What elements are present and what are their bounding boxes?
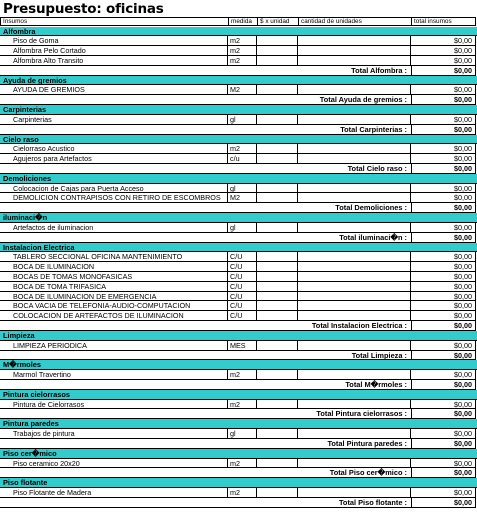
section-title: Cielo raso [3, 134, 39, 144]
section-header [0, 135, 477, 145]
section-title: Pintura cielorrasos [3, 389, 70, 399]
item-name-cell: Cielorraso Acustico [0, 144, 228, 154]
section-header [0, 360, 477, 370]
section-total-row [0, 380, 477, 390]
section-header [0, 419, 477, 429]
section-header [0, 390, 477, 400]
item-quantity-input[interactable] [298, 252, 411, 262]
item-price-input[interactable] [257, 193, 298, 203]
section-total-label: Total Instalacion Electrica : [0, 321, 411, 331]
item-unit-cell: C/U [228, 311, 257, 321]
section-total-label: Total Cielo raso : [0, 164, 411, 174]
section-total-label: Total Carpinterias : [0, 125, 411, 135]
column-header-precio: $ x unidad [257, 17, 298, 26]
item-unit-cell: m2 [228, 36, 257, 46]
item-price-input[interactable] [257, 370, 298, 380]
item-quantity-input[interactable] [298, 370, 411, 380]
table-row [0, 272, 477, 282]
section-total-label: Total Pintura cielorrasos : [0, 409, 411, 419]
item-total-cell: $0,00 [411, 301, 476, 311]
item-price-input[interactable] [257, 184, 298, 194]
table-row [0, 184, 477, 194]
table-row [0, 115, 477, 125]
item-quantity-input[interactable] [298, 115, 411, 125]
item-name-cell: Alfombra Alto Transito [0, 56, 228, 66]
section-header [0, 27, 477, 37]
section-total-value: $0,00 [411, 409, 476, 419]
section-total-row [0, 66, 477, 76]
section-total-value: $0,00 [411, 498, 476, 508]
item-quantity-input[interactable] [298, 301, 411, 311]
item-total-cell: $0,00 [411, 223, 476, 233]
section-total-value: $0,00 [411, 439, 476, 449]
table-row [0, 154, 477, 164]
item-total-cell: $0,00 [411, 488, 476, 498]
item-price-input[interactable] [257, 429, 298, 439]
item-unit-cell: C/U [228, 262, 257, 272]
section-title: Instalacion Electrica [3, 242, 75, 252]
item-name-cell: Colocacion de Cajas para Puerta Acceso [0, 184, 228, 194]
item-quantity-input[interactable] [298, 488, 411, 498]
item-quantity-input[interactable] [298, 223, 411, 233]
section-title: Limpieza [3, 330, 35, 340]
section-title: M�rmoles [3, 360, 41, 370]
item-unit-cell: C/U [228, 252, 257, 262]
item-price-input[interactable] [257, 36, 298, 46]
item-total-cell: $0,00 [411, 429, 476, 439]
item-total-cell: $0,00 [411, 262, 476, 272]
item-total-cell: $0,00 [411, 193, 476, 203]
section-title: Carpinterias [3, 105, 47, 115]
item-price-input[interactable] [257, 56, 298, 66]
section-total-value: $0,00 [411, 380, 476, 390]
table-row [0, 370, 477, 380]
section-total-label: Total iluminaci�n : [0, 233, 411, 243]
item-name-cell: Piso de Goma [0, 36, 228, 46]
table-row [0, 36, 477, 46]
table-row [0, 262, 477, 272]
section-title: Piso flotante [3, 478, 48, 488]
section-title: Alfombra [3, 26, 36, 36]
item-quantity-input[interactable] [298, 36, 411, 46]
item-quantity-input[interactable] [298, 56, 411, 66]
item-quantity-input[interactable] [298, 311, 411, 321]
item-unit-cell: MES [228, 341, 257, 351]
item-price-input[interactable] [257, 144, 298, 154]
item-quantity-input[interactable] [298, 193, 411, 203]
section-total-row [0, 203, 477, 213]
table-row [0, 85, 477, 95]
table-row [0, 429, 477, 439]
item-total-cell: $0,00 [411, 292, 476, 302]
item-name-cell: BOCA DE TOMA TRIFASICA [0, 282, 228, 292]
table-row [0, 292, 477, 302]
item-name-cell: Carpinterias [0, 115, 228, 125]
section-total-row [0, 409, 477, 419]
item-unit-cell: C/U [228, 292, 257, 302]
item-unit-cell: m2 [228, 459, 257, 469]
section-total-row [0, 164, 477, 174]
item-name-cell: Artefactos de iluminacion [0, 223, 228, 233]
item-total-cell: $0,00 [411, 272, 476, 282]
section-header [0, 449, 477, 459]
table-row [0, 252, 477, 262]
item-total-cell: $0,00 [411, 154, 476, 164]
section-header [0, 174, 477, 184]
column-header-total: total insumos [411, 17, 476, 26]
item-unit-cell: gl [228, 223, 257, 233]
item-name-cell: Agujeros para Artefactos [0, 154, 228, 164]
item-name-cell: TABLERO SECCIONAL OFICINA MANTENIMIENTO [0, 252, 228, 262]
item-price-input[interactable] [257, 301, 298, 311]
section-total-row [0, 439, 477, 449]
table-row [0, 193, 477, 203]
table-row [0, 488, 477, 498]
item-quantity-input[interactable] [298, 262, 411, 272]
item-name-cell: Pintura de Cielorrasos [0, 400, 228, 410]
item-name-cell: BOCA DE ILUMINACION DE EMERGENCIA [0, 292, 228, 302]
section-header [0, 213, 477, 223]
item-price-input[interactable] [257, 272, 298, 282]
item-price-input[interactable] [257, 282, 298, 292]
item-quantity-input[interactable] [298, 282, 411, 292]
item-name-cell: Marmol Travertino [0, 370, 228, 380]
section-total-label: Total Ayuda de gremios : [0, 95, 411, 105]
item-unit-cell: m2 [228, 46, 257, 56]
table-row [0, 301, 477, 311]
section-title: Pintura paredes [3, 419, 59, 429]
column-header-cantidad: cantidad de unidades [298, 17, 411, 26]
table-row [0, 341, 477, 351]
section-total-value: $0,00 [411, 95, 476, 105]
section-total-row [0, 468, 477, 478]
item-quantity-input[interactable] [298, 85, 411, 95]
table-row [0, 400, 477, 410]
item-quantity-input[interactable] [298, 184, 411, 194]
item-unit-cell: C/U [228, 301, 257, 311]
section-total-label: Total Alfombra : [0, 66, 411, 76]
section-header [0, 243, 477, 253]
section-total-label: Total Limpieza : [0, 351, 411, 361]
item-total-cell: $0,00 [411, 341, 476, 351]
section-total-label: Total Pintura paredes : [0, 439, 411, 449]
item-quantity-input[interactable] [298, 292, 411, 302]
item-quantity-input[interactable] [298, 46, 411, 56]
item-price-input[interactable] [257, 46, 298, 56]
section-total-label: Total Demoliciones : [0, 203, 411, 213]
table-row [0, 144, 477, 154]
item-name-cell: Trabajos de pintura [0, 429, 228, 439]
item-unit-cell: gl [228, 429, 257, 439]
item-total-cell: $0,00 [411, 311, 476, 321]
table-row [0, 56, 477, 66]
section-total-row [0, 125, 477, 135]
item-unit-cell: m2 [228, 56, 257, 66]
item-quantity-input[interactable] [298, 341, 411, 351]
section-title: iluminaci�n [3, 213, 48, 223]
budget-sheet [0, 17, 477, 517]
section-total-value: $0,00 [411, 233, 476, 243]
item-price-input[interactable] [257, 154, 298, 164]
item-unit-cell: gl [228, 115, 257, 125]
item-name-cell: Piso Flotante de Madera [0, 488, 228, 498]
column-header-insumos: Insumos [0, 17, 228, 26]
item-total-cell: $0,00 [411, 400, 476, 410]
item-unit-cell: gl [228, 184, 257, 194]
section-total-value: $0,00 [411, 125, 476, 135]
column-header-medida: medida [228, 17, 257, 26]
section-header [0, 478, 477, 488]
item-name-cell: BOCA DE ILUMINACION [0, 262, 228, 272]
item-price-input[interactable] [257, 292, 298, 302]
section-header [0, 76, 477, 86]
item-quantity-input[interactable] [298, 429, 411, 439]
item-name-cell: DEMOLICION CONTRAPISOS CON RETIRO DE ESCOMBROS [0, 193, 228, 203]
item-name-cell: Alfombra Pelo Cortado [0, 46, 228, 56]
item-unit-cell: M2 [228, 193, 257, 203]
item-total-cell: $0,00 [411, 370, 476, 380]
item-total-cell: $0,00 [411, 46, 476, 56]
item-name-cell: LIMPIEZA PERIODICA [0, 341, 228, 351]
section-total-row [0, 233, 477, 243]
item-name-cell: Piso ceramico 20x20 [0, 459, 228, 469]
item-price-input[interactable] [257, 311, 298, 321]
item-unit-cell: m2 [228, 144, 257, 154]
item-price-input[interactable] [257, 488, 298, 498]
table-row [0, 223, 477, 233]
item-name-cell: BOCA VACIA DE TELEFONIA-AUDIO-COMPUTACION [0, 301, 228, 311]
item-total-cell: $0,00 [411, 252, 476, 262]
section-header [0, 331, 477, 341]
item-unit-cell: c/u [228, 154, 257, 164]
item-total-cell: $0,00 [411, 184, 476, 194]
table-row [0, 46, 477, 56]
item-name-cell: BOCAS DE TOMAS MONOFASICAS [0, 272, 228, 282]
item-unit-cell: M2 [228, 85, 257, 95]
table-row [0, 282, 477, 292]
item-quantity-input[interactable] [298, 400, 411, 410]
item-price-input[interactable] [257, 252, 298, 262]
item-price-input[interactable] [257, 223, 298, 233]
section-total-value: $0,00 [411, 468, 476, 478]
item-price-input[interactable] [257, 400, 298, 410]
section-header [0, 105, 477, 115]
item-total-cell: $0,00 [411, 282, 476, 292]
section-total-row [0, 498, 477, 508]
item-quantity-input[interactable] [298, 459, 411, 469]
item-name-cell: AYUDA DE GREMIOS [0, 85, 228, 95]
section-total-row [0, 321, 477, 331]
section-total-value: $0,00 [411, 321, 476, 331]
page-title: Presupuesto: oficinas [3, 1, 164, 17]
table-row [0, 311, 477, 321]
section-title: Demoliciones [3, 173, 52, 183]
item-total-cell: $0,00 [411, 36, 476, 46]
item-quantity-input[interactable] [298, 154, 411, 164]
section-total-label: Total Piso cer�mico : [0, 468, 411, 478]
section-total-value: $0,00 [411, 351, 476, 361]
item-unit-cell: C/U [228, 272, 257, 282]
table-row [0, 459, 477, 469]
section-total-label: Total Piso flotante : [0, 498, 411, 508]
item-total-cell: $0,00 [411, 459, 476, 469]
item-unit-cell: m2 [228, 370, 257, 380]
section-total-value: $0,00 [411, 66, 476, 76]
section-total-value: $0,00 [411, 203, 476, 213]
item-price-input[interactable] [257, 459, 298, 469]
section-total-value: $0,00 [411, 164, 476, 174]
section-total-row [0, 351, 477, 361]
item-quantity-input[interactable] [298, 272, 411, 282]
section-title: Ayuda de gremios [3, 75, 67, 85]
item-price-input[interactable] [257, 115, 298, 125]
item-total-cell: $0,00 [411, 85, 476, 95]
item-unit-cell: C/U [228, 282, 257, 292]
item-price-input[interactable] [257, 262, 298, 272]
column-header-row [0, 17, 477, 26]
item-quantity-input[interactable] [298, 144, 411, 154]
item-unit-cell: m2 [228, 400, 257, 410]
item-unit-cell: m2 [228, 488, 257, 498]
item-total-cell: $0,00 [411, 115, 476, 125]
section-title: Piso cer�mico [3, 448, 57, 458]
item-total-cell: $0,00 [411, 144, 476, 154]
section-total-row [0, 95, 477, 105]
section-total-label: Total M�rmoles : [0, 380, 411, 390]
item-price-input[interactable] [257, 85, 298, 95]
item-price-input[interactable] [257, 341, 298, 351]
item-total-cell: $0,00 [411, 56, 476, 66]
item-name-cell: COLOCACION DE ARTEFACTOS DE ILUMINACION [0, 311, 228, 321]
